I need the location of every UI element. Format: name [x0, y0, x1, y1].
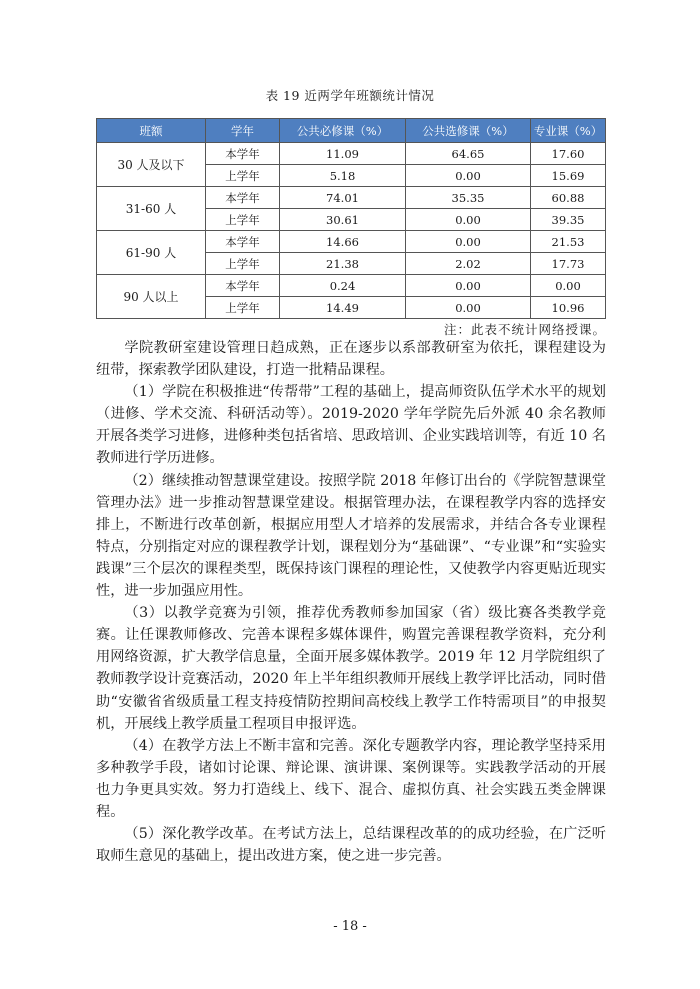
paragraph-4: （4）在教学方法上不断丰富和完善。深化专题教学内容，理论教学坚持采用多种教学手段，诸如讨论课、辩论课、演讲课、案例课等。实践教学活动的开展也力争更具实效。努力打造线上、线下、混合、虚拟仿真、社会实践五类金牌课程。 [96, 737, 606, 820]
value-cell: 0.24 [280, 275, 406, 297]
paragraph-1: （1）学院在积极推进“传帮带”工程的基础上，提高师资队伍学术水平的规划（进修、学术交流、科研活动等）。2019-2020 学年学院先后外派 40 余名教师开展各类学习进修，进修种类包括省培、思政培训、企业实践培训等，有近 10 名教师进行学历进修。 [96, 384, 606, 467]
value-cell: 21.38 [280, 253, 406, 275]
page-number: - 18 - [333, 919, 367, 934]
value-cell: 0.00 [406, 297, 531, 319]
value-cell: 14.66 [280, 231, 406, 253]
year-cell: 上学年 [206, 165, 280, 187]
body-text [96, 337, 606, 867]
year-cell: 本学年 [206, 231, 280, 253]
paragraph-5: （5）深化教学改革。在考试方法上，总结课程改革的的成功经验，在广泛听取师生意见的基础上，提出改进方案，使之进一步完善。 [96, 826, 606, 865]
value-cell: 0.00 [531, 275, 606, 297]
value-cell: 64.65 [406, 143, 531, 165]
paragraph-2: （2）继续推动智慧课堂建设。按照学院 2018 年修订出台的《学院智慧课堂管理办法》进一步推动智慧课堂建设。根据管理办法，在课程教学内容的选择安排上，不断进行改革创新，根据应用型人才培养的发展需求，并结合各专业课程特点，分别指定对应的课程教学计划，课程划分为“基础课”、“专业课”和“实验实践课”三个层次的课程类型，既保持该门课程的理论性，又使教学内容更贴近现实性，进一步加强应用性。 [96, 472, 606, 600]
value-cell: 10.96 [531, 297, 606, 319]
paragraph-intro: 学院教研室建设管理日趋成熟，正在逐步以系部教研室为依托，课程建设为纽带，探索教学团队建设，打造一批精品课程。 [96, 340, 606, 379]
group-label: 61-90 人 [97, 231, 206, 275]
year-cell: 上学年 [206, 297, 280, 319]
value-cell: 2.02 [406, 253, 531, 275]
header-year: 学年 [206, 119, 280, 143]
value-cell: 74.01 [280, 187, 406, 209]
table-row [97, 187, 606, 209]
value-cell: 15.69 [531, 165, 606, 187]
value-cell: 11.09 [280, 143, 406, 165]
value-cell: 21.53 [531, 231, 606, 253]
table-row [97, 231, 606, 253]
value-cell: 0.00 [406, 231, 531, 253]
paragraph-3: （3）以教学竞赛为引领，推荐优秀教师参加国家（省）级比赛各类教学竞赛。让任课教师修改、完善本课程多媒体课件，购置完善课程教学资料，充分利用网络资源，扩大教学信息量，全面开展多媒体教学。2019 年 12 月学院组织了教师教学设计竞赛活动，2020 年上半年组织教师开展线上教学评比活动，同时借助“安徽省省级质量工程支持疫情防控期间高校线上教学工作特需项目”的申报契机，开展线上教学质量工程项目申报评选。 [96, 605, 606, 732]
table-row [97, 143, 606, 165]
value-cell: 17.73 [531, 253, 606, 275]
value-cell: 0.00 [406, 165, 531, 187]
year-cell: 上学年 [206, 209, 280, 231]
group-label: 90 人以上 [97, 275, 206, 319]
header-major: 专业课（%） [531, 119, 606, 143]
table-header-row [97, 119, 606, 143]
year-cell: 本学年 [206, 187, 280, 209]
value-cell: 0.00 [406, 275, 531, 297]
header-public-required: 公共必修课（%） [280, 119, 406, 143]
value-cell: 0.00 [406, 209, 531, 231]
table-note: 注：此表不统计网络授课。 [443, 322, 606, 337]
value-cell: 17.60 [531, 143, 606, 165]
value-cell: 30.61 [280, 209, 406, 231]
table-row [97, 275, 606, 297]
year-cell: 本学年 [206, 143, 280, 165]
year-cell: 本学年 [206, 275, 280, 297]
group-label: 31-60 人 [97, 187, 206, 231]
value-cell: 60.88 [531, 187, 606, 209]
value-cell: 35.35 [406, 187, 531, 209]
value-cell: 39.35 [531, 209, 606, 231]
group-label: 30 人及以下 [97, 143, 206, 187]
value-cell: 5.18 [280, 165, 406, 187]
header-class-size: 班额 [97, 119, 206, 143]
header-public-elective: 公共选修课（%） [406, 119, 531, 143]
value-cell: 14.49 [280, 297, 406, 319]
class-size-table [96, 118, 606, 319]
table-caption: 表 19 近两学年班额统计情况 [265, 88, 435, 103]
year-cell: 上学年 [206, 253, 280, 275]
